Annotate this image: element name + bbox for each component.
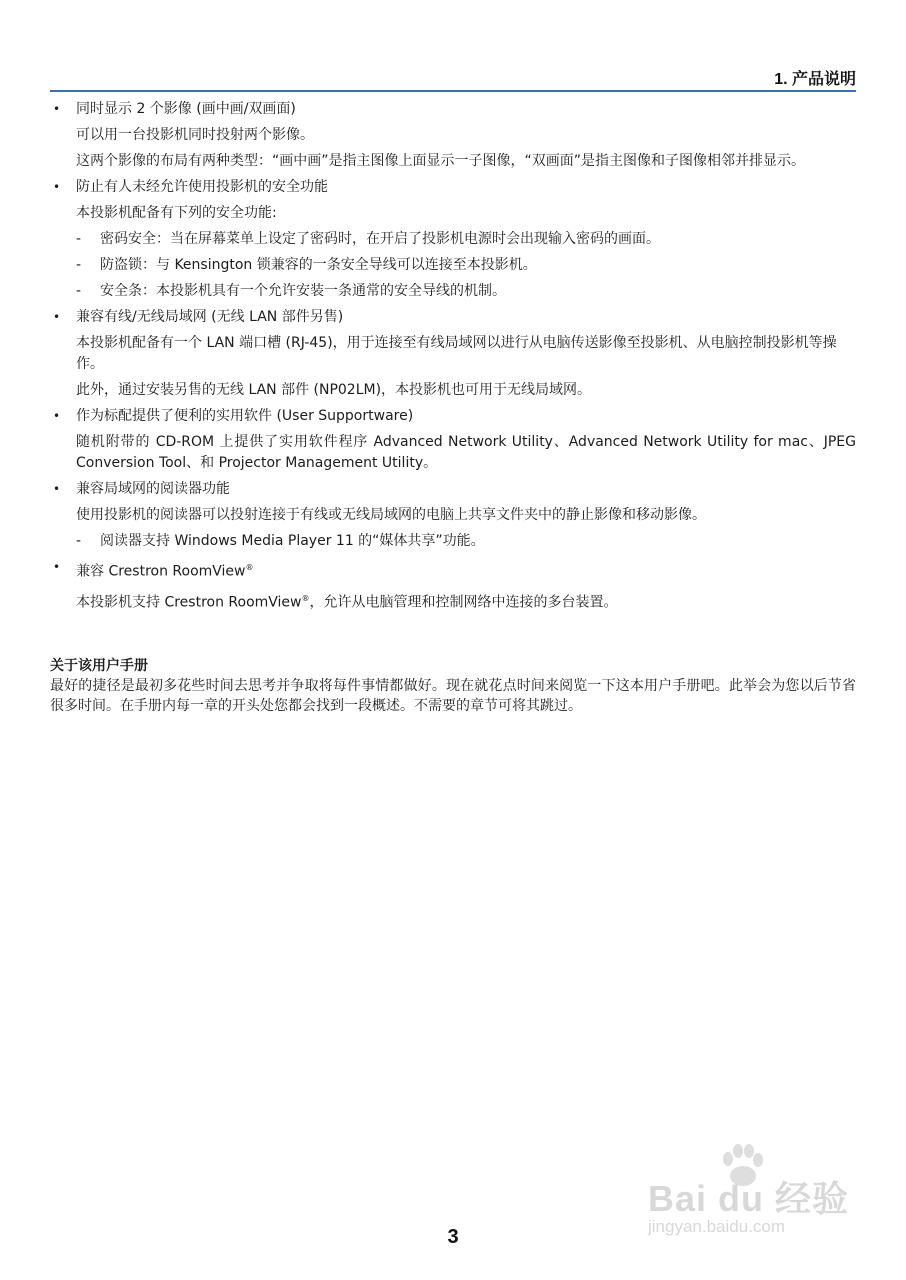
feature-item-security xyxy=(50,177,856,224)
feature-item-pip xyxy=(50,99,856,172)
dash-icon: - xyxy=(76,283,82,299)
feature-item-crestron xyxy=(50,557,856,613)
feature-item-lan xyxy=(50,307,856,401)
page-header xyxy=(50,64,856,92)
dash-text: 安全条：本投影机具有一个允许安装一条通常的安全导线的机制。 xyxy=(100,283,506,299)
dash-text: 阅读器支持 Windows Media Player 11 的“媒体共享”功能。 xyxy=(100,533,485,549)
feature-text: 本投影机支持 Crestron RoomView®，允许从电脑管理和控制网络中连接的多台装置。 xyxy=(76,593,618,611)
feature-title: 兼容有线/无线局域网 (无线 LAN 部件另售) xyxy=(76,309,344,325)
bullet-icon: • xyxy=(53,180,61,194)
bullet-icon: • xyxy=(53,102,61,116)
feature-title: 作为标配提供了便利的实用软件 (User Supportware) xyxy=(76,408,414,424)
watermark-url: jingyan.baidu.com xyxy=(648,1217,786,1236)
dash-text: 防盗锁：与 Kensington 锁兼容的一条安全导线可以连接至本投影机。 xyxy=(100,257,537,273)
registered-mark: ® xyxy=(301,593,310,603)
manual-section xyxy=(50,656,856,716)
chapter-title: 1. 产品说明 xyxy=(774,71,856,88)
bullet-icon: • xyxy=(53,310,61,324)
baidu-watermark xyxy=(648,1143,868,1243)
dash-item-lock xyxy=(50,255,856,276)
feature-text: 此外，通过安装另售的无线 LAN 部件 (NP02LM)，本投影机也可用于无线局域网。 xyxy=(76,382,592,398)
feature-text: 使用投影机的阅读器可以投射连接于有线或无线局域网的电脑上共享文件夹中的静止影像和移动影像。 xyxy=(76,507,706,523)
watermark-logo: Bai du 经验 xyxy=(648,1178,850,1219)
bullet-icon: • xyxy=(53,409,61,423)
feature-text: 可以用一台投影机同时投射两个影像。 xyxy=(76,127,314,143)
feature-item-software xyxy=(50,406,856,474)
dash-item-media-player xyxy=(50,531,856,552)
feature-title: 兼容 Crestron RoomView® xyxy=(76,563,254,580)
dash-icon: - xyxy=(76,533,82,549)
dash-item-password xyxy=(50,229,856,250)
feature-text: 随机附带的 CD-ROM 上提供了实用软件程序 Advanced Network Utility、Advanced Network Utility for mac、JPEG Conversion Tool、和 Projector Management Utility。 xyxy=(76,434,856,471)
feature-item-viewer xyxy=(50,479,856,526)
feature-title: 兼容局域网的阅读器功能 xyxy=(76,481,230,497)
feature-text: 本投影机配备有一个 LAN 端口槽 (RJ-45)，用于连接至有线局域网以进行从电脑传送影像至投影机、从电脑控制投影机等操作。 xyxy=(76,335,837,372)
registered-mark: ® xyxy=(245,563,254,572)
section-title: 关于该用户手册 xyxy=(50,658,148,674)
feature-list xyxy=(50,99,856,618)
feature-title: 同时显示 2 个影像 (画中画/双画面) xyxy=(76,101,296,117)
feature-title: 防止有人未经允许使用投影机的安全功能 xyxy=(76,179,328,195)
page-number: 3 xyxy=(447,1226,459,1248)
bullet-icon: • xyxy=(53,560,61,574)
dash-text: 密码安全：当在屏幕菜单上设定了密码时，在开启了投影机电源时会出现输入密码的画面。 xyxy=(100,231,660,247)
feature-text: 本投影机配备有下列的安全功能: xyxy=(76,205,277,221)
dash-icon: - xyxy=(76,231,82,247)
dash-item-security-bar xyxy=(50,281,856,302)
feature-text: 这两个影像的布局有两种类型：“画中画”是指主图像上面显示一子图像，“双画面”是指主图像和子图像相邻并排显示。 xyxy=(76,153,806,169)
bullet-icon: • xyxy=(53,482,61,496)
dash-icon: - xyxy=(76,257,82,273)
section-body: 最好的捷径是最初多花些时间去思考并争取将每件事情都做好。现在就花点时间来阅览一下这本用户手册吧。此举会为您以后节省很多时间。在手册内每一章的开头处您都会找到一段概述。不需要的章节可将其跳过。 xyxy=(50,678,856,714)
